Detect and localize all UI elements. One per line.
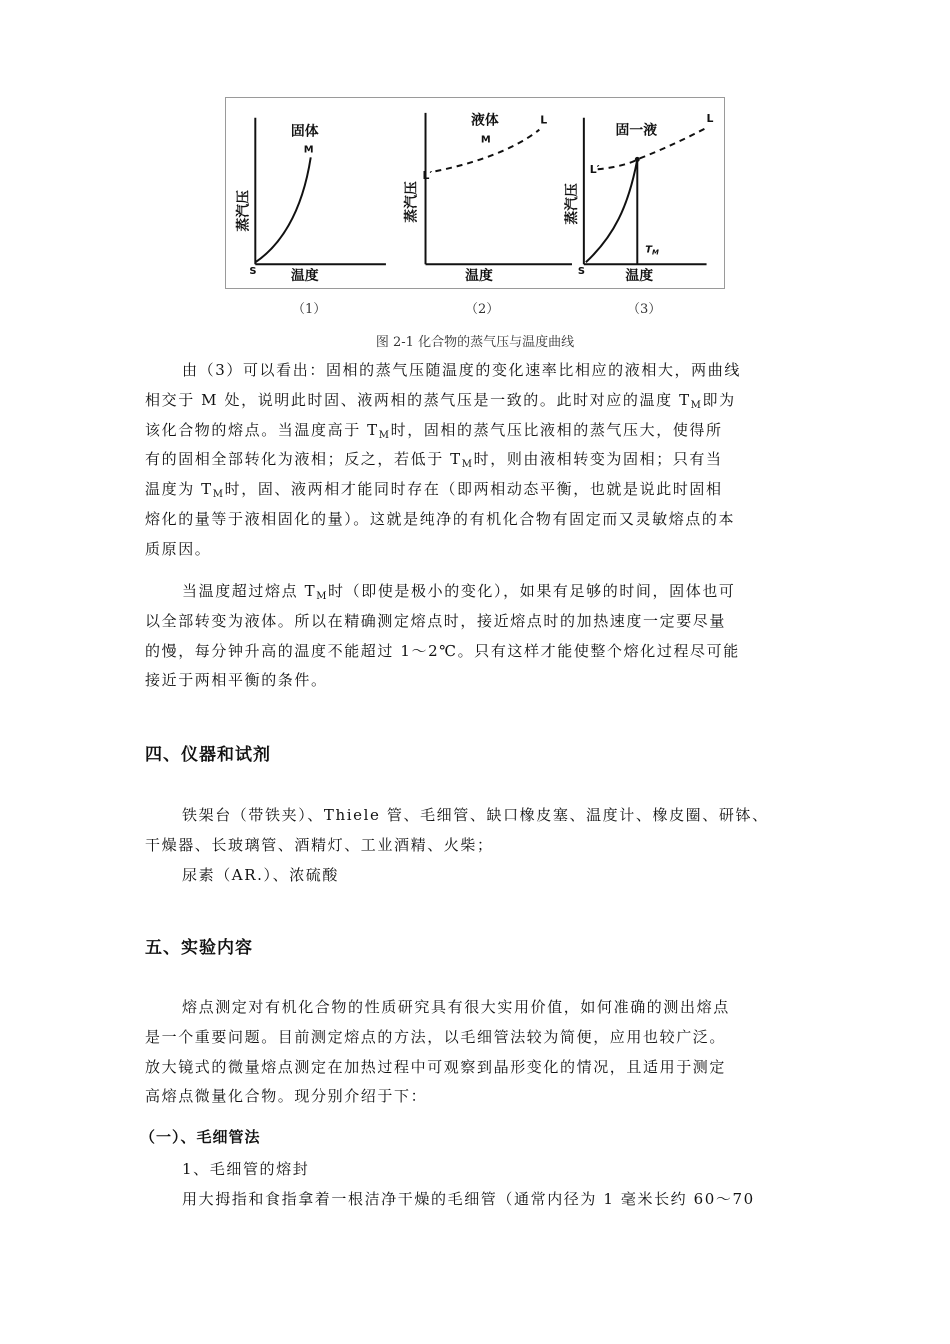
solid-curve bbox=[255, 157, 310, 262]
section-heading-apparatus: 四、仪器和试剂 bbox=[145, 745, 271, 765]
text-line: 熔化的量等于液相固化的量）。这就是纯净的有机化合物有固定而又灵敏熔点的本 bbox=[145, 509, 736, 528]
section-heading-experiment: 五、实验内容 bbox=[145, 938, 253, 958]
subcaption-2: （2） bbox=[465, 302, 500, 317]
text-line: 干燥器、长玻璃管、酒精灯、工业酒精、火柴； bbox=[145, 835, 494, 854]
x-label: 温度 bbox=[625, 268, 654, 285]
text-line: 用大拇指和食指拿着一根洁净干燥的毛细管（通常内径为 1 毫米长约 60～70 bbox=[182, 1190, 755, 1208]
origin-label: S bbox=[249, 266, 257, 278]
text-line: 有的固相全部转化为液相；反之，若低于 $T_M$时，则由液相转变为固相；只有当 bbox=[145, 450, 723, 471]
paragraph-heating-rate bbox=[145, 577, 807, 696]
text-line: 由（3）可以看出：固相的蒸气压随温度的变化速率比相应的液相大，两曲线 bbox=[182, 361, 741, 379]
y-label: 蒸汽压 bbox=[403, 181, 420, 223]
text-line: 高熔点微量化合物。现分别介绍于下： bbox=[145, 1087, 428, 1106]
paragraph-melting-explanation bbox=[145, 356, 807, 565]
text-line: 相交于 M 处，说明此时固、液两相的蒸气压是一致的。此时对应的温度 $T_M$即为 bbox=[145, 390, 736, 411]
x-label: 温度 bbox=[465, 268, 493, 285]
text-line: 的慢，每分钟升高的温度不能超过 1～2℃。只有这样才能使整个熔化过程尽可能 bbox=[145, 641, 740, 660]
text-line: 熔点测定对有机化合物的性质研究具有很大实用价值，如何准确的测出熔点 bbox=[182, 998, 730, 1016]
subsection-capillary-method: （一）、毛细管法 bbox=[140, 1128, 261, 1146]
paragraph-experiment-intro bbox=[145, 993, 807, 1112]
figure-image bbox=[225, 97, 725, 289]
panel-2 bbox=[403, 112, 572, 284]
text-line: 质原因。 bbox=[145, 539, 212, 558]
end-label: L bbox=[540, 113, 548, 127]
text-line: 是一个重要问题。目前测定熔点的方法，以毛细管法较为简便，应用也较广泛。 bbox=[145, 1027, 727, 1046]
vapor-pressure-figure bbox=[226, 98, 724, 288]
subcaption-3: （3） bbox=[627, 302, 662, 317]
panel-title: 液体 bbox=[471, 112, 499, 129]
text-line: 放大镜式的微量熔点测定在加热过程中可观察到晶形变化的情况，且适用于测定 bbox=[145, 1057, 727, 1076]
panel-title: 固一液 bbox=[615, 122, 658, 139]
y-label: 蒸汽压 bbox=[235, 190, 252, 232]
text-line: 当温度超过熔点 $T_M$时（即使是极小的变化），如果有足够的时间，固体也可 bbox=[182, 582, 736, 602]
point-label: M bbox=[480, 134, 491, 146]
tm-label: $T_M$ bbox=[645, 244, 659, 257]
text-line: 以全部转变为液体。所以在精确测定熔点时，接近熔点时的加热速度一定要尽量 bbox=[145, 611, 727, 630]
start-label: L′ bbox=[589, 163, 600, 177]
x-label: 温度 bbox=[290, 268, 319, 285]
origin-label: S bbox=[577, 266, 586, 278]
item-capillary-sealing: 1、毛细管的熔封 bbox=[182, 1160, 310, 1178]
panel-3 bbox=[563, 112, 714, 284]
text-line: 铁架台（带铁夹）、Thiele 管、毛细管、缺口橡皮塞、温度计、橡皮圈、研钵、 bbox=[182, 806, 769, 824]
text-line: 接近于两相平衡的条件。 bbox=[145, 671, 328, 690]
text-line: 该化合物的熔点。当温度高于 $T_M$时，固相的蒸气压比液相的蒸气压大，使得所 bbox=[145, 420, 723, 441]
figure-caption: 图 2-1 化合物的蒸气压与温度曲线 bbox=[375, 335, 575, 350]
panel-1 bbox=[234, 118, 386, 284]
start-label: L′ bbox=[422, 169, 433, 183]
paragraph-apparatus-list bbox=[145, 801, 807, 890]
end-label: L bbox=[706, 111, 714, 125]
y-label: 蒸汽压 bbox=[563, 183, 580, 225]
panel-title: 固体 bbox=[290, 123, 319, 140]
text-line: 尿素（AR.）、浓硫酸 bbox=[182, 865, 339, 884]
point-label: M bbox=[303, 144, 314, 156]
intersection-point bbox=[635, 157, 640, 162]
subcaption-1: （1） bbox=[292, 302, 327, 317]
text-line: 温度为 $T_M$时，固、液两相才能同时存在（即两相动态平衡，也就是说此时固相 bbox=[145, 480, 723, 501]
